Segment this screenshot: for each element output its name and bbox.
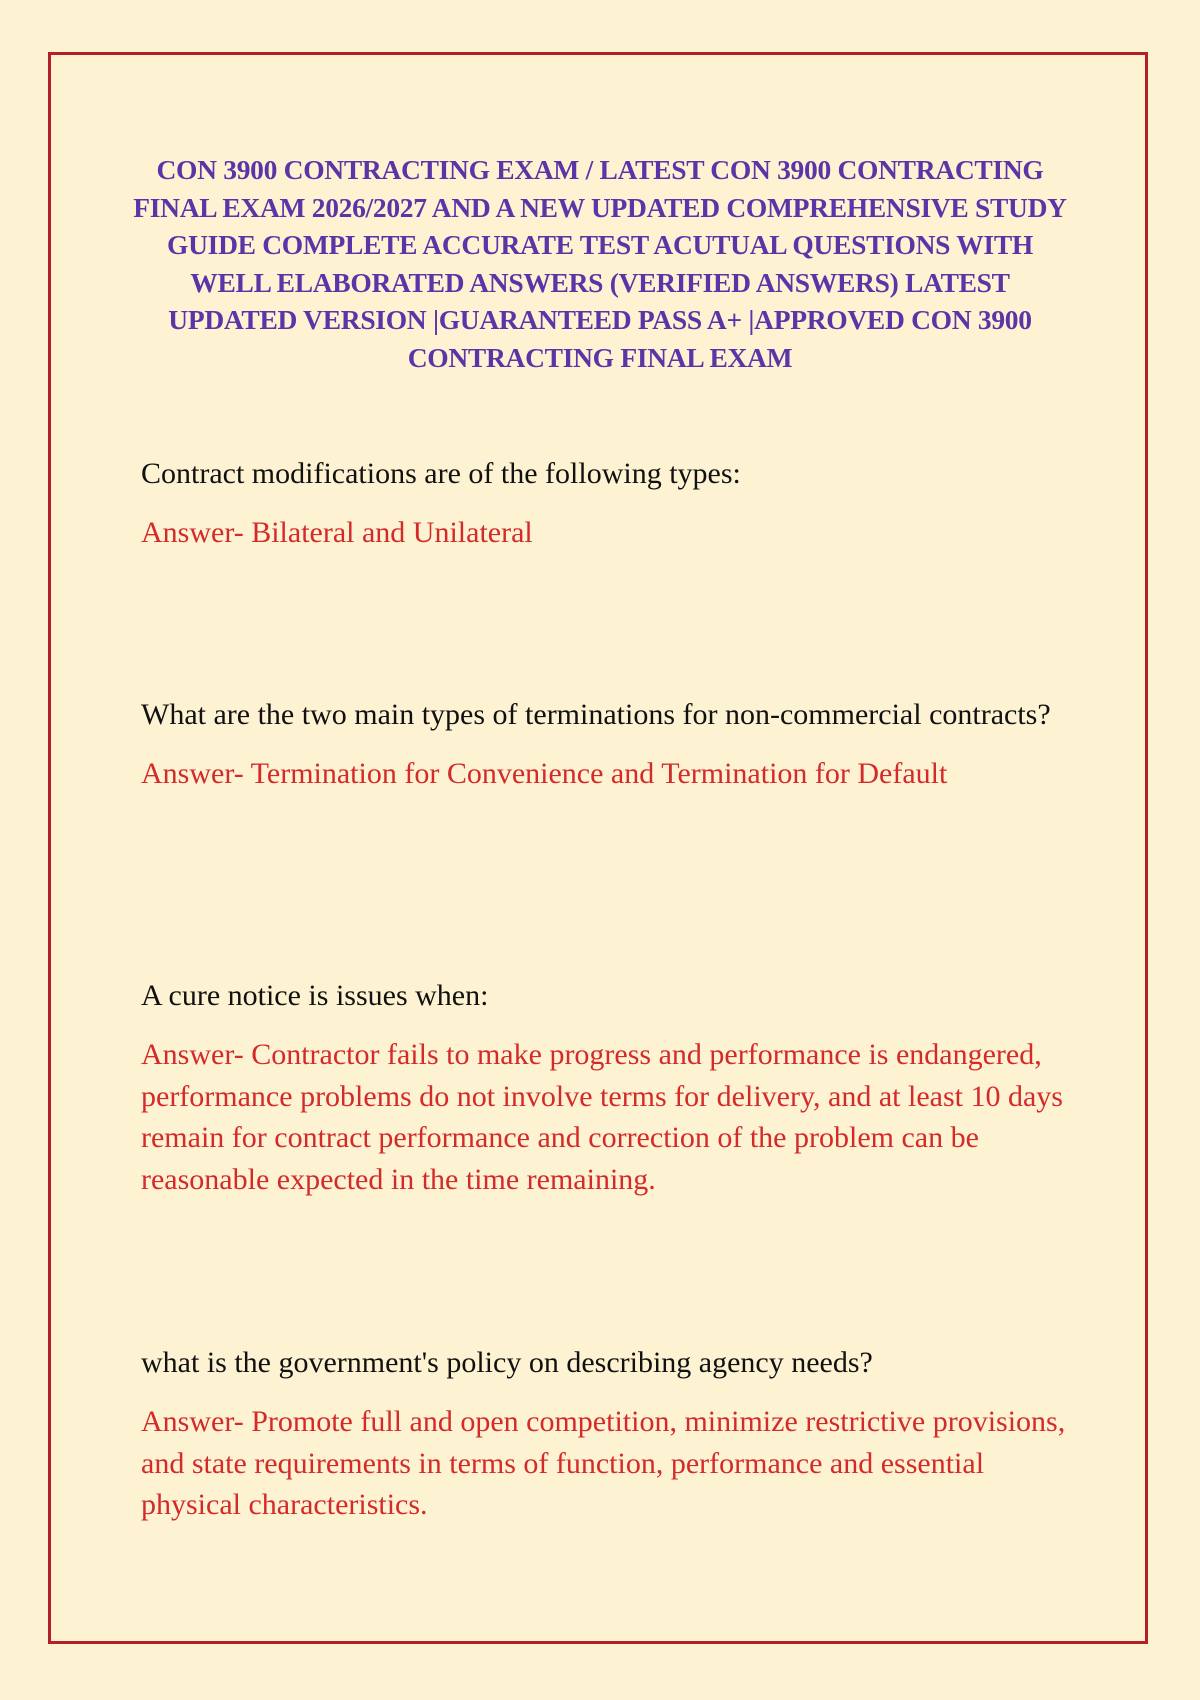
- qa-item: [141, 1342, 1071, 1526]
- answer-text: Answer- Promote full and open competition, minimize restrictive provisions, and state requirements in terms of function, performance and essential physical characteristics.: [141, 1405, 1066, 1521]
- question-text: what is the government's policy on describing agency needs?: [141, 1346, 873, 1379]
- qa-item: [141, 453, 1071, 554]
- question-text: A cure notice is issues when:: [141, 979, 489, 1012]
- question-text: Contract modifications are of the following types:: [141, 457, 741, 490]
- answer-text: Answer- Contractor fails to make progress and performance is endangered, performance problems do not involve terms for delivery, and at least 10 days remain for contract performance and correction of the problem can be reasonable expected in the time remaining.: [141, 1038, 1063, 1196]
- document-title: CON 3900 CONTRACTING EXAM / LATEST CON 3900 CONTRACTING FINAL EXAM 2026/2027 AND A NEW UPDATED COMPREHENSIVE STUDY GUIDE COMPLETE ACCURATE TEST ACUTUAL QUESTIONS WITH WELL ELABORATED ANSWERS (VERIFIED ANSWERS) LATEST UPDATED VERSION |GUARANTEED PASS A+ |APPROVED CON 3900 CONTRACTING FINAL EXAM: [133, 154, 1067, 373]
- answer-text: Answer- Bilateral and Unilateral: [141, 516, 533, 549]
- answer-text: Answer- Termination for Convenience and Termination for Default: [141, 757, 948, 790]
- qa-item: [141, 975, 1071, 1200]
- qa-item: [141, 694, 1071, 795]
- question-text: What are the two main types of terminations for non-commercial contracts?: [141, 698, 1051, 731]
